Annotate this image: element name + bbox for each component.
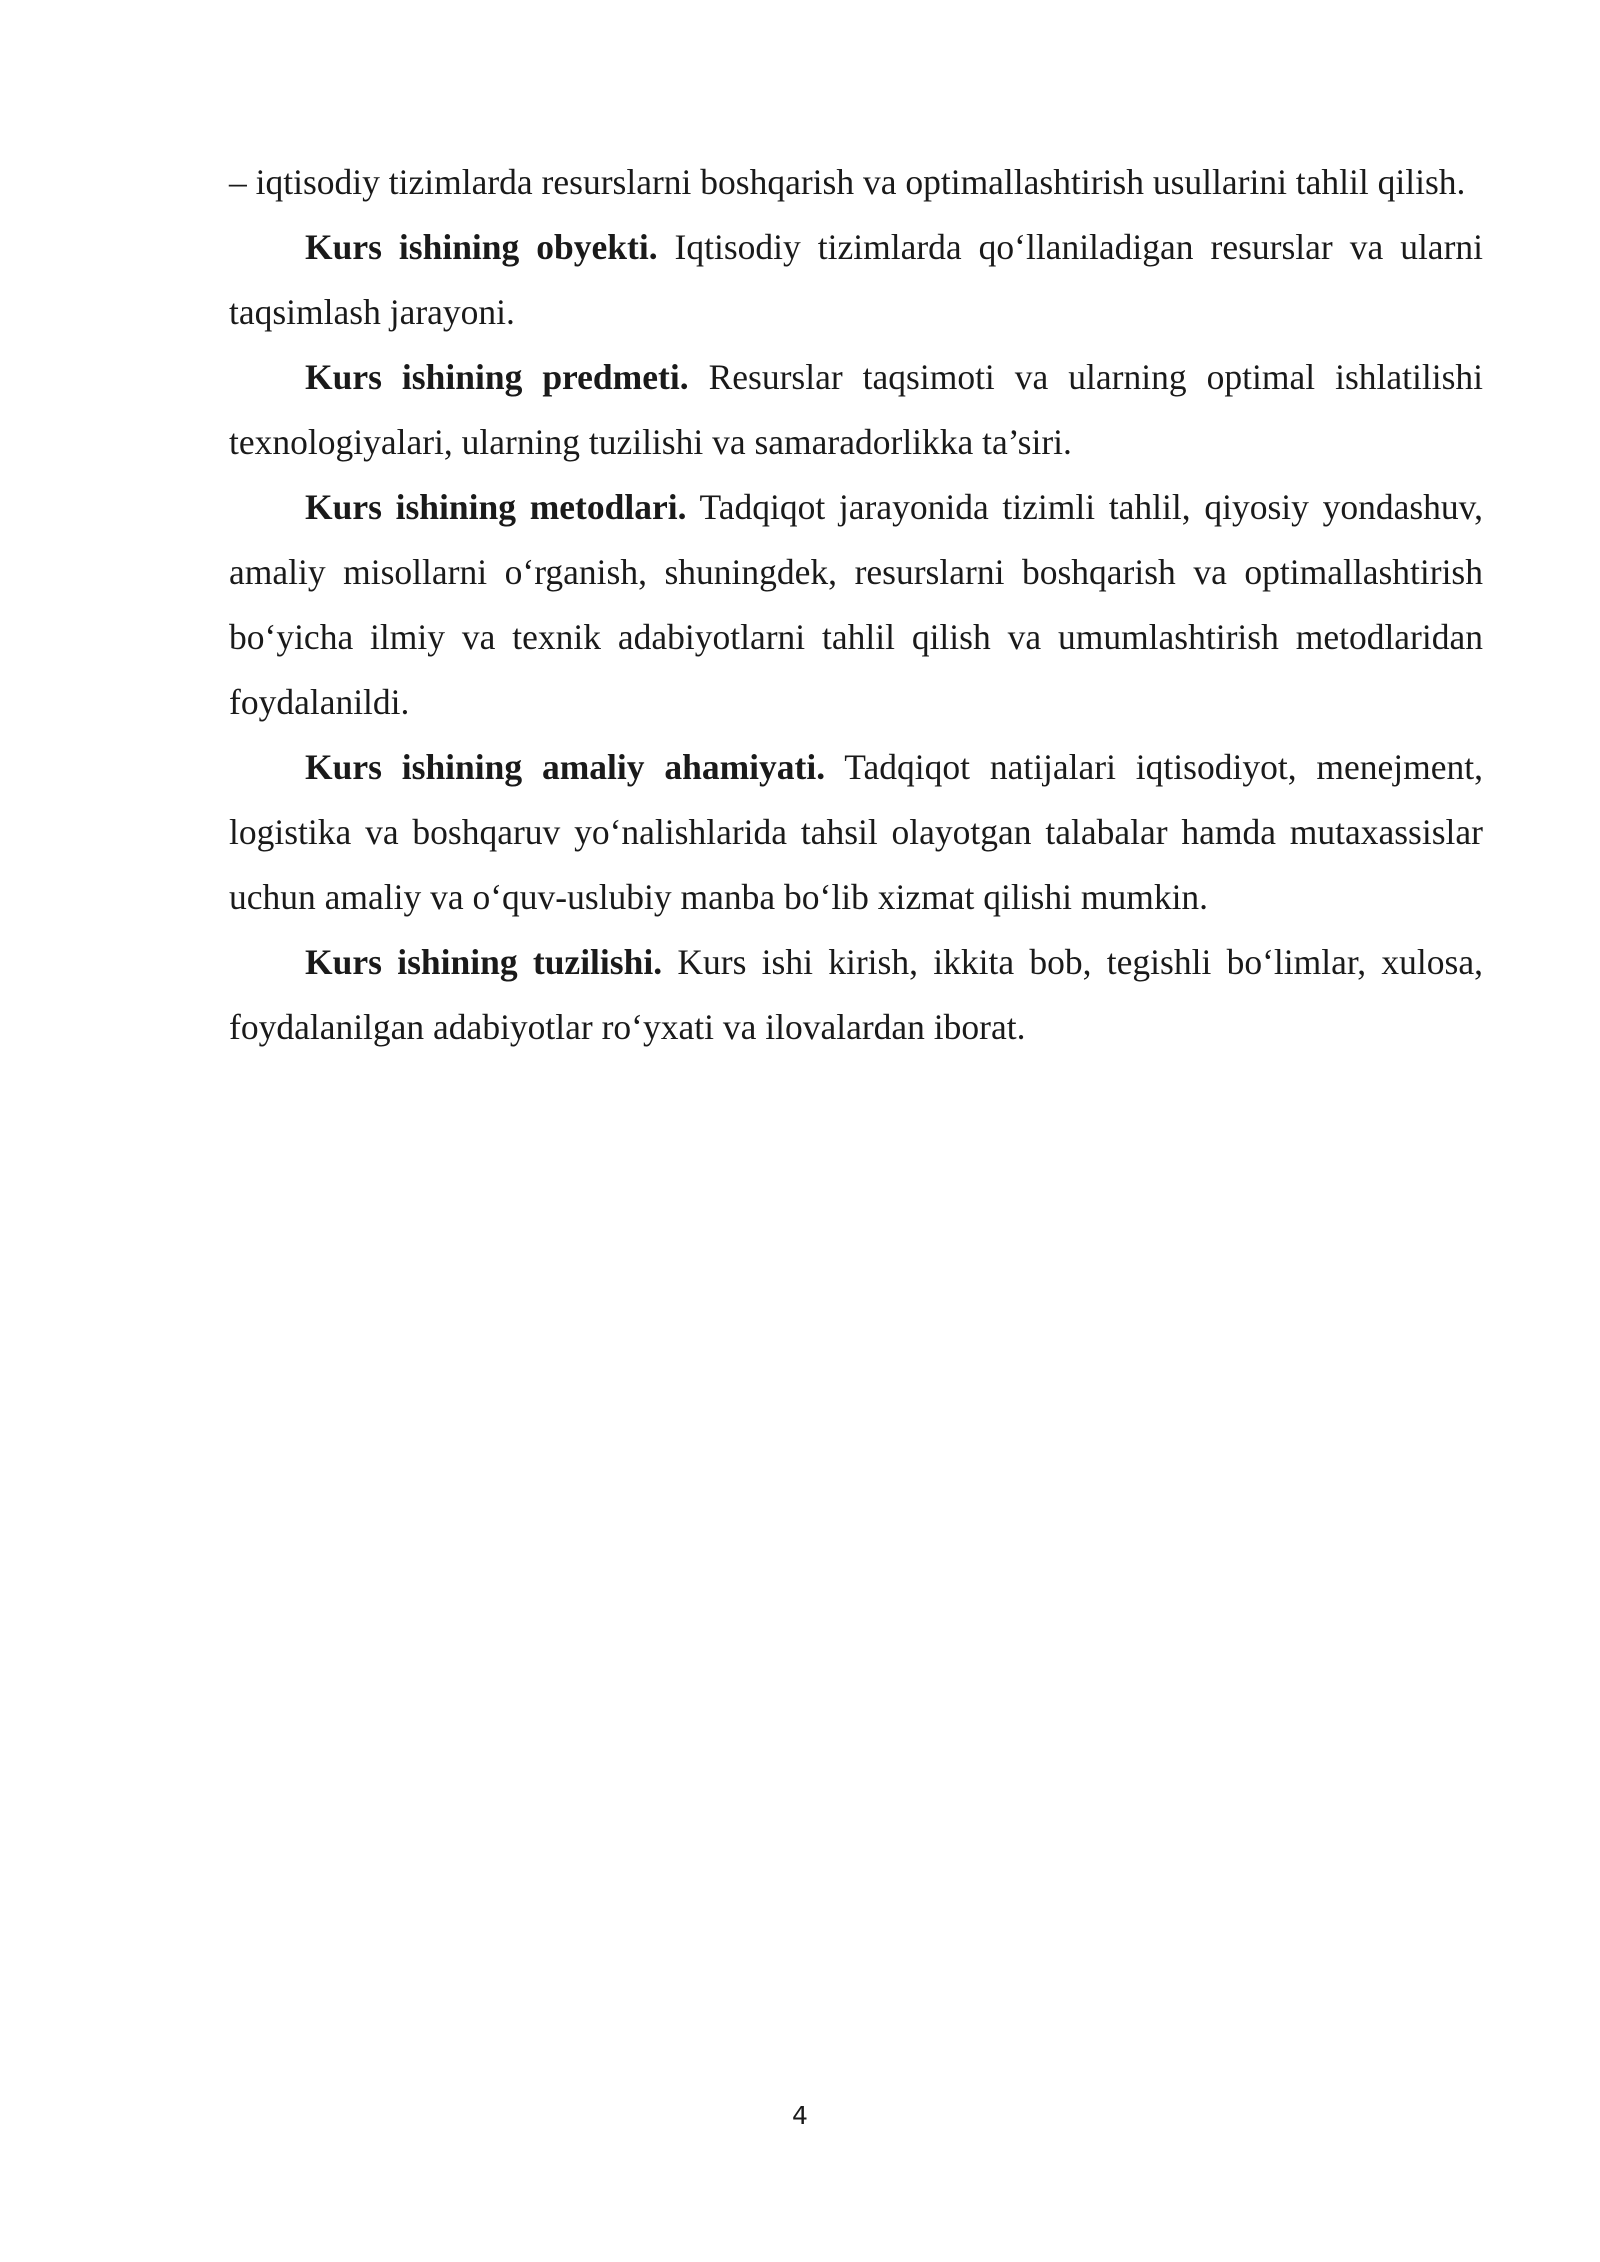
paragraph-practical-significance [229, 735, 1483, 930]
paragraph-heading: Kurs ishining predmeti. [305, 357, 689, 397]
paragraph-heading: Kurs ishining obyekti. [305, 227, 658, 267]
paragraph-heading: Kurs ishining metodlari. [305, 487, 687, 527]
paragraph-structure [229, 930, 1483, 1060]
paragraph-text: Kurs ishi kirish, ikkita bob, tegishli bo‘limlar, xulosa, foydalanilgan adabiyotlar ro‘yxati va ilovalardan iborat. [229, 942, 1483, 1047]
paragraph-text: Resurslar taqsimoti va ularning optimal ishlatilishi texnologiyalari, ularning tuzilishi va samaradorlikka ta’siri. [229, 357, 1484, 462]
paragraph-methods [229, 475, 1483, 735]
paragraph-object [229, 215, 1483, 345]
paragraph-text: Tadqiqot jarayonida tizimli tahlil, qiyosiy yondashuv, amaliy misollarni o‘rganish, shuningdek, resurslarni boshqarish va optimallashtirish bo‘yicha ilmiy va texnik adabiyotlarni tahlil qilish va umumlashtirish metodlaridan foydalanildi. [229, 487, 1483, 722]
paragraph-text: Tadqiqot natijalari iqtisodiyot, menejment, logistika va boshqaruv yo‘nalishlarida tahsil olayotgan talabalar hamda mutaxassislar uchun amaliy va o‘quv-uslubiy manba bo‘lib xizmat qilishi mumkin. [229, 747, 1483, 917]
paragraph-text: Iqtisodiy tizimlarda qo‘llaniladigan resurslar va ularni taqsimlash jarayoni. [229, 227, 1483, 332]
paragraph-subject [229, 345, 1483, 475]
page-number: 4 [792, 2101, 808, 2130]
paragraph-heading: Kurs ishining tuzilishi. [305, 942, 663, 982]
body-text [229, 150, 1483, 1060]
paragraph-heading: Kurs ishining amaliy ahamiyati. [305, 747, 826, 787]
intro-continuation: – iqtisodiy tizimlarda resurslarni boshqarish va optimallashtirish usullarini tahlil qilish. [229, 162, 1466, 202]
